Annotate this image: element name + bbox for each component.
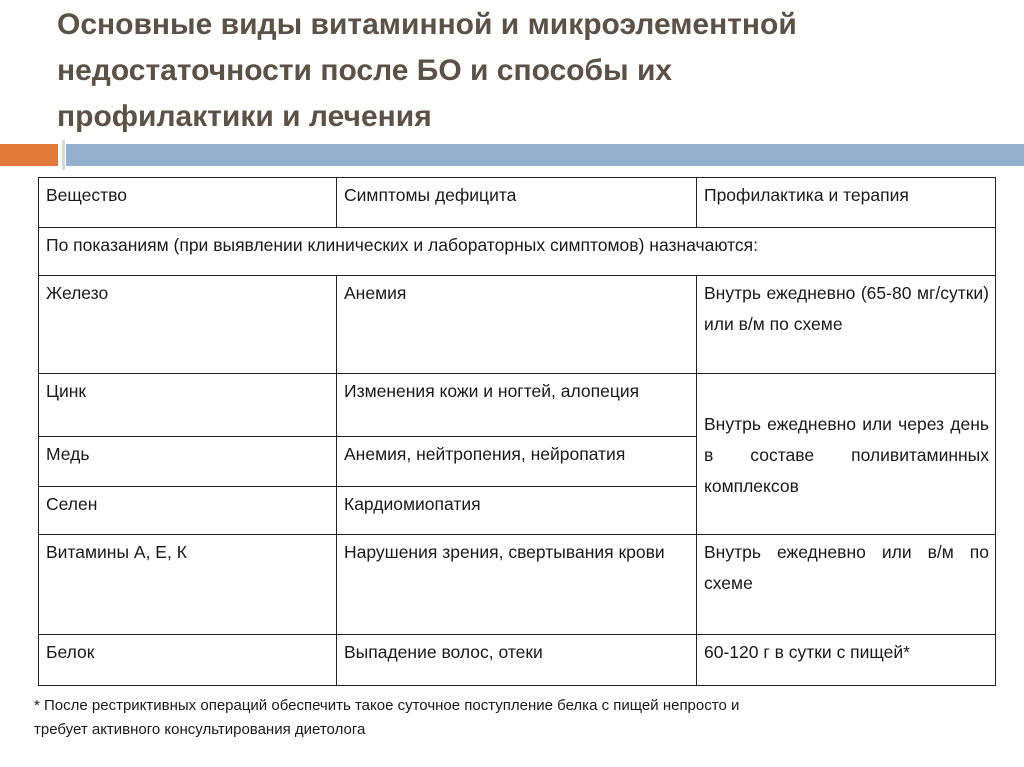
header-substance: Вещество [39, 178, 337, 228]
therapy-cell: Внутрь ежедневно (65-80 мг/сутки) или в/м по схеме [697, 276, 996, 374]
header-symptoms: Симптомы дефицита [337, 178, 697, 228]
symptoms-cell: Нарушения зрения, свертывания крови [337, 535, 697, 635]
slide-title [57, 2, 997, 140]
substance-cell: Железо [39, 276, 337, 374]
footnote-line: * После рестриктивных операций обеспечить такое суточное поступление белка с пищей непросто и [34, 697, 740, 714]
header-therapy: Профилактика и терапия [697, 178, 996, 228]
table-note-row [39, 228, 996, 276]
table-row [39, 635, 996, 686]
table-row [39, 535, 996, 635]
title-line: недостаточности после БО и способы их [57, 54, 673, 87]
symptoms-cell: Анемия, нейтропения, нейропатия [337, 437, 697, 487]
title-line: профилактики и лечения [57, 100, 432, 133]
indication-note: По показаниям (при выявлении клинических и лабораторных симптомов) назначаются: [39, 228, 996, 276]
deficiency-table [38, 177, 996, 686]
therapy-cell: 60-120 г в сутки с пищей* [697, 635, 996, 686]
therapy-cell-merged [697, 374, 996, 535]
therapy-cell: Внутрь ежедневно или в/м по схеме [697, 535, 996, 635]
substance-cell: Белок [39, 635, 337, 686]
substance-cell: Селен [39, 487, 337, 535]
symptoms-cell: Кардиомиопатия [337, 487, 697, 535]
accent-bar-orange [0, 144, 58, 166]
footnote-line: требует активного консультирования диетолога [34, 721, 366, 738]
symptoms-cell: Анемия [337, 276, 697, 374]
symptoms-cell: Выпадение волос, отеки [337, 635, 697, 686]
table-header-row [39, 178, 996, 228]
accent-bar-blue [66, 144, 1024, 166]
substance-cell: Медь [39, 437, 337, 487]
table-row [39, 374, 996, 437]
substance-cell: Витамины А, Е, К [39, 535, 337, 635]
substance-cell: Цинк [39, 374, 337, 437]
symptoms-cell: Изменения кожи и ногтей, алопеция [337, 374, 697, 437]
therapy-merged-text: Внутрь ежедневно или через день в составе поливитаминных комплексов [704, 413, 989, 496]
accent-divider [62, 140, 65, 170]
title-line: Основные виды витаминной и микроэлементной [57, 8, 797, 41]
footnote [34, 694, 974, 742]
table-row [39, 276, 996, 374]
